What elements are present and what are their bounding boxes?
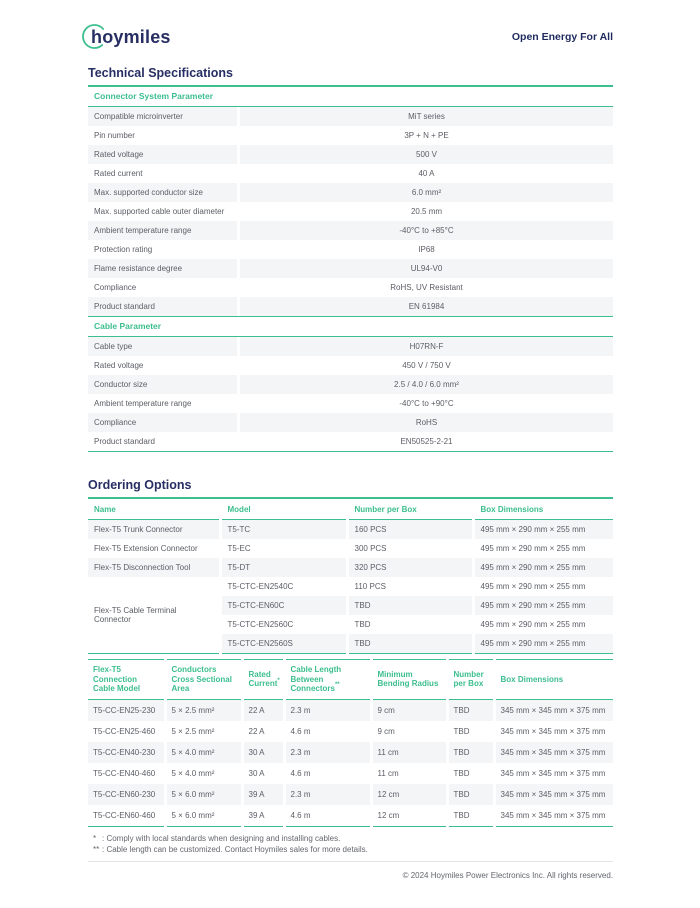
table-row bbox=[88, 721, 613, 742]
cell-cable-model: T5-CC-EN60-460 bbox=[88, 805, 165, 827]
cell-model: T5-CTC-EN60C bbox=[220, 596, 347, 615]
header-text: Cable Length Between Connectors bbox=[290, 665, 342, 693]
spec-row bbox=[88, 107, 613, 126]
spec-label: Compatible microinverter bbox=[88, 107, 237, 126]
column-header-name: Name bbox=[88, 499, 220, 520]
cell-dimensions: 345 mm × 345 mm × 375 mm bbox=[494, 742, 613, 763]
components-order-table bbox=[88, 499, 613, 654]
cell-rated-current: 30 A bbox=[242, 742, 284, 763]
cell-cable-length: 4.6 m bbox=[284, 763, 371, 784]
cell-cable-model: T5-CC-EN40-230 bbox=[88, 742, 165, 763]
cell-number: TBD bbox=[447, 699, 494, 721]
ordering-options-title: Ordering Options bbox=[88, 478, 613, 499]
spec-label: Pin number bbox=[94, 131, 135, 140]
spec-row bbox=[88, 375, 613, 394]
spec-label: Ambient temperature range bbox=[94, 399, 192, 408]
page-divider bbox=[88, 861, 613, 862]
spec-row bbox=[88, 221, 613, 240]
cell-model: T5-EC bbox=[220, 539, 347, 558]
cell-cable-model: T5-CC-EN40-460 bbox=[88, 763, 165, 784]
spec-label: Ambient temperature range bbox=[88, 221, 237, 240]
table-row bbox=[88, 520, 613, 540]
cell-number: TBD bbox=[347, 615, 473, 634]
spec-label: Product standard bbox=[88, 297, 237, 316]
spec-value: 3P + N + PE bbox=[404, 131, 449, 140]
cell-model: T5-CTC-EN2540C bbox=[220, 577, 347, 596]
cell-dimensions: 495 mm × 290 mm × 255 mm bbox=[480, 582, 586, 591]
cell-cable-model: T5-CC-EN25-230 bbox=[88, 699, 165, 721]
cell-dimensions: 345 mm × 345 mm × 375 mm bbox=[500, 810, 606, 820]
footnote bbox=[88, 844, 613, 855]
spec-value: MiT series bbox=[240, 107, 613, 126]
spec-value: RoHS bbox=[240, 413, 613, 432]
cell-dimensions: 495 mm × 290 mm × 255 mm bbox=[473, 596, 613, 615]
spec-value: EN50525-2-21 bbox=[400, 437, 453, 446]
cell-rated-current: 39 A bbox=[242, 805, 284, 827]
table-row bbox=[88, 763, 613, 784]
table-row bbox=[88, 577, 613, 596]
spec-row bbox=[88, 413, 613, 432]
spec-table bbox=[88, 87, 613, 452]
column-header-rated-current bbox=[242, 660, 284, 700]
column-header-cross-section bbox=[165, 660, 242, 700]
spec-label: Cable type bbox=[88, 337, 237, 356]
section-header-cable: Cable Parameter bbox=[88, 316, 613, 337]
technical-specifications-title: Technical Specifications bbox=[88, 66, 613, 87]
cell-bending-radius: 9 cm bbox=[371, 721, 447, 742]
spec-value: 500 V bbox=[240, 145, 613, 164]
table-row bbox=[88, 784, 613, 805]
cell-cross-section: 5 × 2.5 mm² bbox=[165, 721, 242, 742]
spec-row bbox=[88, 202, 613, 221]
header-text: Rated Current bbox=[248, 669, 278, 689]
table-row bbox=[88, 539, 613, 558]
spec-value: 2.5 / 4.0 / 6.0 mm² bbox=[240, 375, 613, 394]
cell-rated-current: 39 A bbox=[242, 784, 284, 805]
spec-row bbox=[88, 126, 613, 145]
column-header-box-dimensions bbox=[494, 660, 613, 700]
spec-value: -40°C to +90°C bbox=[399, 399, 454, 408]
spec-label: Conductor size bbox=[88, 375, 237, 394]
footnote-marker: * bbox=[93, 833, 97, 843]
spec-value: RoHS, UV Resistant bbox=[390, 283, 463, 292]
spec-row bbox=[88, 145, 613, 164]
spec-row bbox=[88, 297, 613, 316]
spec-value: 450 V / 750 V bbox=[402, 361, 451, 370]
spec-row bbox=[88, 259, 613, 278]
cell-dimensions: 495 mm × 290 mm × 255 mm bbox=[473, 520, 613, 540]
cell-name: Flex-T5 Disconnection Tool bbox=[88, 558, 220, 577]
cell-bending-radius: 9 cm bbox=[371, 699, 447, 721]
cell-cross-section: 5 × 6.0 mm² bbox=[165, 805, 242, 827]
cell-rated-current: 22 A bbox=[242, 699, 284, 721]
table-row bbox=[88, 805, 613, 827]
cell-cross-section: 5 × 6.0 mm² bbox=[165, 784, 242, 805]
cell-dimensions: 345 mm × 345 mm × 375 mm bbox=[500, 726, 606, 736]
cell-dimensions: 495 mm × 290 mm × 255 mm bbox=[473, 558, 613, 577]
cell-rated-current: 22 A bbox=[242, 721, 284, 742]
cell-number: TBD bbox=[447, 763, 494, 784]
spec-label: Product standard bbox=[94, 437, 155, 446]
footnote-text: : Comply with local standards when designing and installing cables. bbox=[102, 833, 341, 843]
spec-row bbox=[88, 356, 613, 375]
column-header-box-dimensions: Box Dimensions bbox=[480, 504, 544, 514]
cell-model: T5-TC bbox=[220, 520, 347, 540]
spec-label: Flame resistance degree bbox=[88, 259, 237, 278]
cell-model: T5-DT bbox=[220, 558, 347, 577]
cell-number: 320 PCS bbox=[347, 558, 473, 577]
cell-dimensions: 495 mm × 290 mm × 255 mm bbox=[480, 620, 586, 629]
spec-label: Rated current bbox=[94, 169, 143, 178]
cell-cable-length: 2.3 m bbox=[284, 699, 371, 721]
spec-row bbox=[88, 337, 613, 356]
cell-rated-current: 30 A bbox=[242, 763, 284, 784]
column-header-number-per-box: Number per Box bbox=[347, 499, 473, 520]
spec-value: 40 A bbox=[418, 169, 435, 178]
column-header-bending-radius bbox=[371, 660, 447, 700]
table-header-row bbox=[88, 660, 613, 700]
spec-value: IP68 bbox=[418, 245, 435, 254]
spec-row bbox=[88, 183, 613, 202]
cell-cable-length: 4.6 m bbox=[284, 721, 371, 742]
spec-row bbox=[88, 278, 613, 297]
cell-number: 110 PCS bbox=[347, 577, 473, 596]
spec-row bbox=[88, 240, 613, 259]
spec-label: Rated voltage bbox=[94, 361, 144, 370]
spec-value: EN 61984 bbox=[240, 297, 613, 316]
spec-label: Compliance bbox=[94, 283, 137, 292]
spec-label: Compliance bbox=[88, 413, 237, 432]
spec-label: Rated voltage bbox=[88, 145, 237, 164]
cell-number: TBD bbox=[347, 634, 473, 654]
footnote-text: : Cable length can be customized. Contact Hoymiles sales for more details. bbox=[102, 844, 368, 854]
copyright-footer: © 2024 Hoymiles Power Electronics Inc. All rights reserved. bbox=[402, 870, 613, 880]
cell-bending-radius: 11 cm bbox=[371, 742, 447, 763]
spec-value: 6.0 mm² bbox=[240, 183, 613, 202]
cell-cable-length: 2.3 m bbox=[284, 742, 371, 763]
cell-model: T5-CTC-EN2560S bbox=[220, 634, 347, 654]
header-tagline: Open Energy For All bbox=[511, 31, 613, 43]
cell-number: TBD bbox=[447, 742, 494, 763]
column-header-cable-length bbox=[284, 660, 371, 700]
cell-bending-radius: 11 cm bbox=[371, 763, 447, 784]
cell-cable-length: 2.3 m bbox=[284, 784, 371, 805]
cell-number: TBD bbox=[447, 805, 494, 827]
header-text: Conductors Cross Sectional Area bbox=[171, 665, 232, 693]
header-text: Minimum Bending Radius bbox=[377, 669, 439, 689]
cell-number: 160 PCS bbox=[347, 520, 473, 540]
cell-dimensions: 345 mm × 345 mm × 375 mm bbox=[494, 784, 613, 805]
logo-text: hoymiles bbox=[91, 26, 171, 47]
spec-label: Max. supported conductor size bbox=[88, 183, 237, 202]
cell-dimensions: 345 mm × 345 mm × 375 mm bbox=[500, 768, 606, 778]
cell-cross-section: 5 × 4.0 mm² bbox=[165, 763, 242, 784]
column-header-model: Model bbox=[220, 499, 347, 520]
table-header-row bbox=[88, 499, 613, 520]
cell-cross-section: 5 × 4.0 mm² bbox=[165, 742, 242, 763]
section-header-connector: Connector System Parameter bbox=[88, 87, 613, 107]
column-header-number-per-box bbox=[447, 660, 494, 700]
page-header bbox=[88, 22, 613, 52]
cell-name: Flex-T5 Trunk Connector bbox=[88, 520, 220, 540]
spec-row bbox=[88, 164, 613, 183]
cell-dimensions: 495 mm × 290 mm × 255 mm bbox=[473, 634, 613, 654]
spec-row bbox=[88, 394, 613, 413]
footnote bbox=[88, 833, 613, 844]
header-text: Number per Box bbox=[453, 669, 484, 689]
footnotes bbox=[88, 833, 613, 855]
spec-label: Max. supported cable outer diameter bbox=[94, 207, 225, 216]
hoymiles-logo bbox=[88, 27, 171, 48]
spec-value: 20.5 mm bbox=[410, 207, 443, 216]
footnote-marker: ** bbox=[93, 844, 100, 854]
spec-label: Protection rating bbox=[94, 245, 153, 254]
header-text: Box Dimensions bbox=[500, 674, 564, 684]
cell-group-name: Flex-T5 Cable Terminal Connector bbox=[88, 577, 220, 654]
cell-cross-section: 5 × 2.5 mm² bbox=[165, 699, 242, 721]
cell-bending-radius: 12 cm bbox=[371, 784, 447, 805]
cell-model: T5-CTC-EN2560C bbox=[220, 615, 347, 634]
cell-number: TBD bbox=[447, 721, 494, 742]
spec-value: -40°C to +85°C bbox=[240, 221, 613, 240]
cell-dimensions: 495 mm × 290 mm × 255 mm bbox=[480, 544, 586, 553]
cell-bending-radius: 12 cm bbox=[371, 805, 447, 827]
spec-value: H07RN-F bbox=[240, 337, 613, 356]
table-row bbox=[88, 742, 613, 763]
table-row bbox=[88, 558, 613, 577]
cell-dimensions: 345 mm × 345 mm × 375 mm bbox=[494, 699, 613, 721]
header-footnote-mark: ** bbox=[334, 682, 340, 689]
cell-name: Flex-T5 Extension Connector bbox=[88, 539, 220, 558]
column-header-cable-model bbox=[88, 660, 165, 700]
cell-cable-length: 4.6 m bbox=[284, 805, 371, 827]
table-row bbox=[88, 699, 613, 721]
cell-number: 300 PCS bbox=[347, 539, 473, 558]
spec-value: UL94-V0 bbox=[240, 259, 613, 278]
cables-order-table bbox=[88, 659, 613, 827]
cell-number: TBD bbox=[447, 784, 494, 805]
spec-row bbox=[88, 432, 613, 451]
header-footnote-mark: * bbox=[277, 677, 280, 684]
cell-number: TBD bbox=[347, 596, 473, 615]
cell-cable-model: T5-CC-EN25-460 bbox=[88, 721, 165, 742]
header-text: Flex-T5 Connection Cable Model bbox=[93, 665, 141, 693]
cell-cable-model: T5-CC-EN60-230 bbox=[88, 784, 165, 805]
